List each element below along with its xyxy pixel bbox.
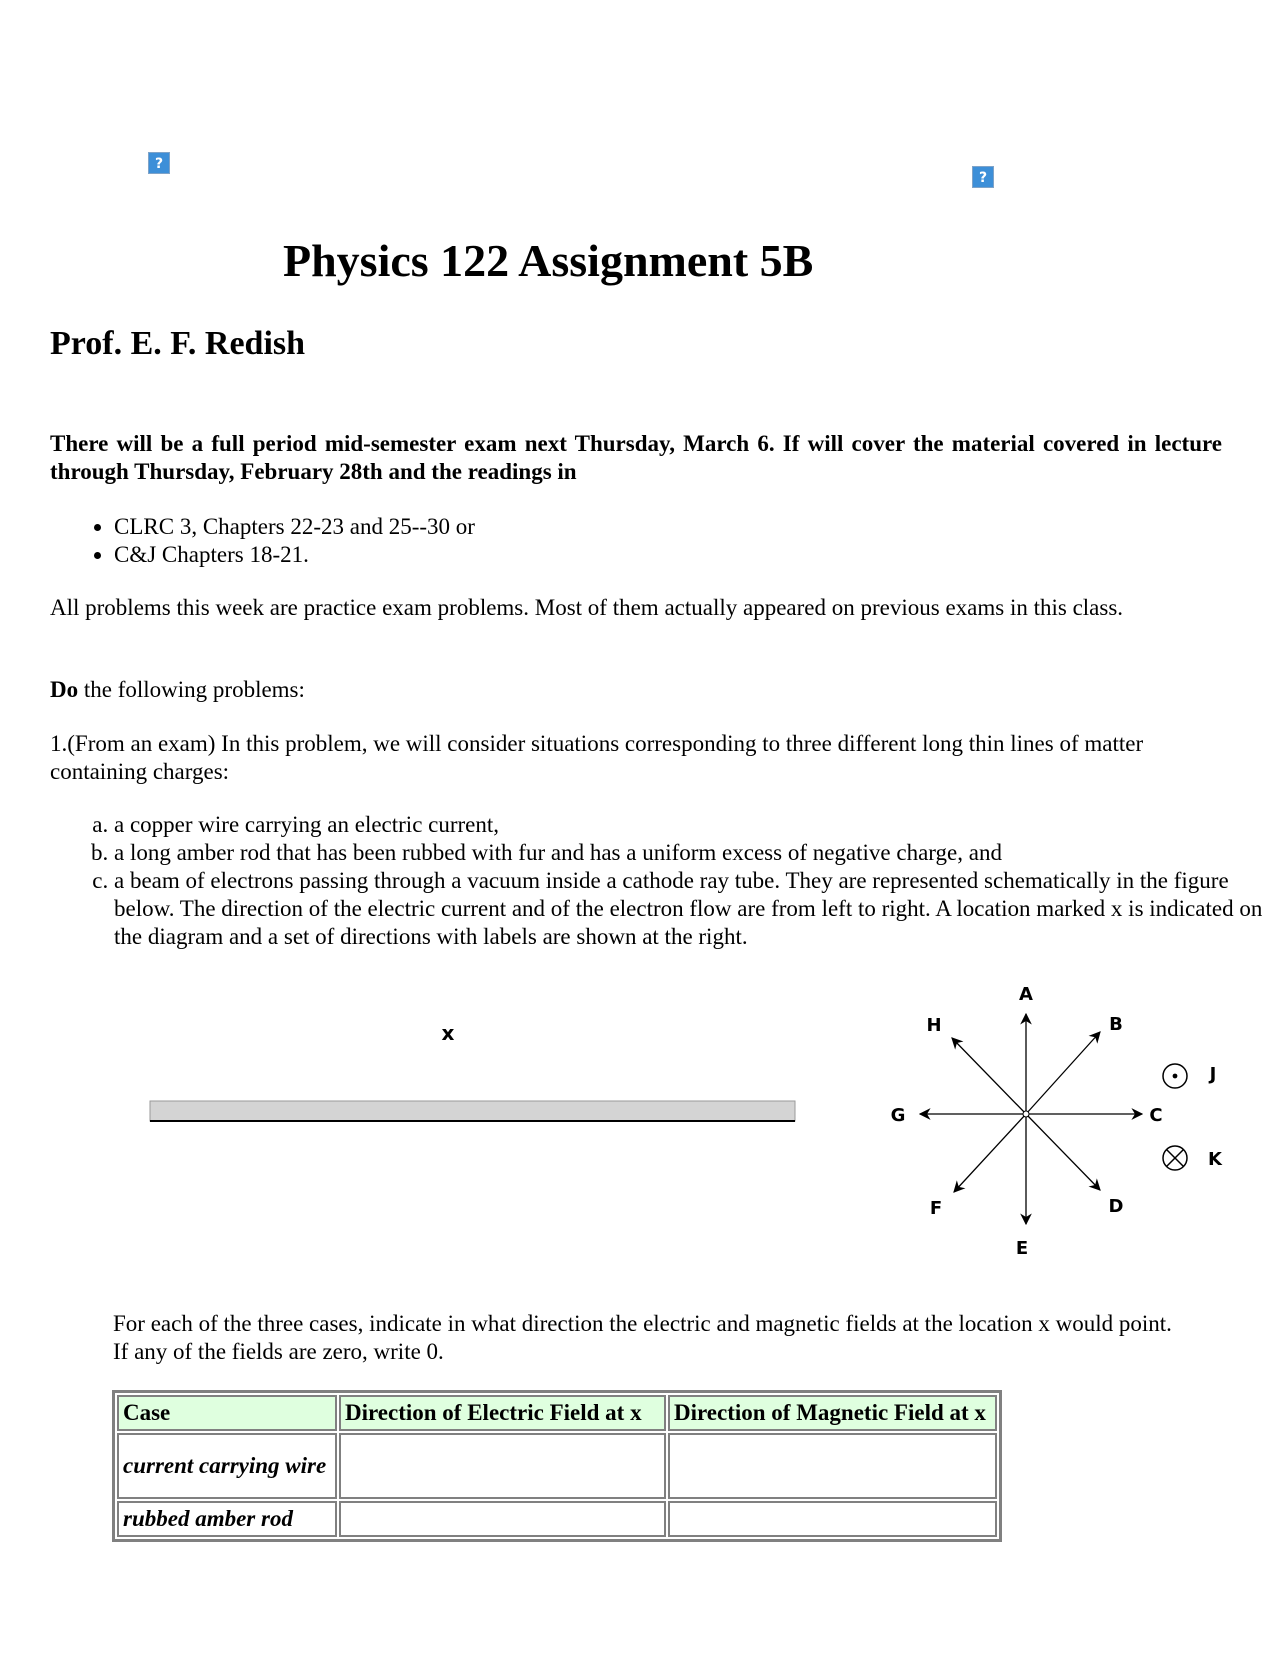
electric-field-cell[interactable]: [339, 1501, 666, 1537]
instructions: For each of the three cases, indicate in what direction the electric and magnetic fields at the location x would point. If any of the fields are zero, write 0.: [113, 1311, 1172, 1364]
location-x-label: x: [441, 1021, 455, 1045]
arrow-h: [952, 1038, 1026, 1114]
case-cell: current carrying wire: [117, 1433, 337, 1499]
practice-note: All problems this week are practice exam problems. Most of them actually appeared on previous exams in this class.: [50, 595, 1124, 620]
case-item: a. a copper wire carrying an electric current,: [114, 811, 1280, 839]
direction-compass: [860, 980, 1240, 1270]
label-j: J: [1209, 1064, 1217, 1085]
magnetic-field-cell[interactable]: [668, 1433, 997, 1499]
label-k: K: [1208, 1149, 1222, 1170]
line-diagram: [140, 1010, 800, 1130]
arrow-d: [1026, 1114, 1100, 1190]
case-item: c. a beam of electrons passing through a vacuum inside a cathode ray tube. They are represented schematically in the figure below. The direction of the electric current and of the electron flow are from left to right. A location marked x is indicated on the diagram and a set of directions with labels are shown at the right.: [114, 867, 1280, 951]
problem1-cases: [50, 811, 1280, 951]
broken-image-icon-right: ?: [972, 166, 994, 188]
label-a: A: [1019, 984, 1033, 1005]
arrow-f: [954, 1114, 1026, 1192]
into-page-symbol: [1163, 1146, 1187, 1170]
arrow-b: [1026, 1032, 1100, 1114]
label-h: H: [926, 1015, 942, 1036]
out-of-page-symbol: [1163, 1064, 1187, 1088]
do-label: Do: [50, 677, 79, 702]
reading-item: • CLRC 3, Chapters 22-23 and 25--30 or: [114, 513, 1214, 541]
answer-table: [112, 1390, 1002, 1542]
reading-item: • C&J Chapters 18-21.: [114, 541, 1214, 569]
case-cell: rubbed amber rod: [117, 1501, 337, 1537]
case-item: b. a long amber rod that has been rubbed with fur and has a uniform excess of negative charge, and: [114, 839, 1280, 867]
readings-list: [50, 513, 1214, 569]
header-electric-field: Direction of Electric Field at x: [339, 1395, 666, 1431]
label-c: C: [1149, 1105, 1163, 1126]
charged-line-rod: [150, 1101, 795, 1121]
compass-center: [1023, 1111, 1029, 1117]
table-header-row: [117, 1395, 997, 1431]
table-row: [117, 1433, 997, 1499]
electric-field-cell[interactable]: [339, 1433, 666, 1499]
exam-notice: There will be a full period mid-semester exam next Thursday, March 6. If will cover the material covered in lecture through Thursday, February 28th and the readings in: [50, 431, 1222, 484]
label-g: G: [890, 1105, 906, 1126]
header-magnetic-field: Direction of Magnetic Field at x: [668, 1395, 997, 1431]
label-d: D: [1108, 1196, 1124, 1217]
problem1-intro: 1.(From an exam) In this problem, we will consider situations corresponding to three different long thin lines of matter containing charges:: [50, 731, 1144, 784]
magnetic-field-cell[interactable]: [668, 1501, 997, 1537]
professor-name: Prof. E. F. Redish: [50, 325, 306, 362]
page-title: Physics 122 Assignment 5B: [283, 235, 814, 286]
label-b: B: [1109, 1014, 1123, 1035]
table-row: [117, 1501, 997, 1537]
do-rest: the following problems:: [78, 677, 305, 702]
do-instruction: [50, 676, 305, 704]
broken-image-icon-left: ?: [148, 152, 170, 174]
label-e: E: [1015, 1238, 1029, 1259]
header-case: Case: [117, 1395, 337, 1431]
label-f: F: [929, 1198, 943, 1219]
